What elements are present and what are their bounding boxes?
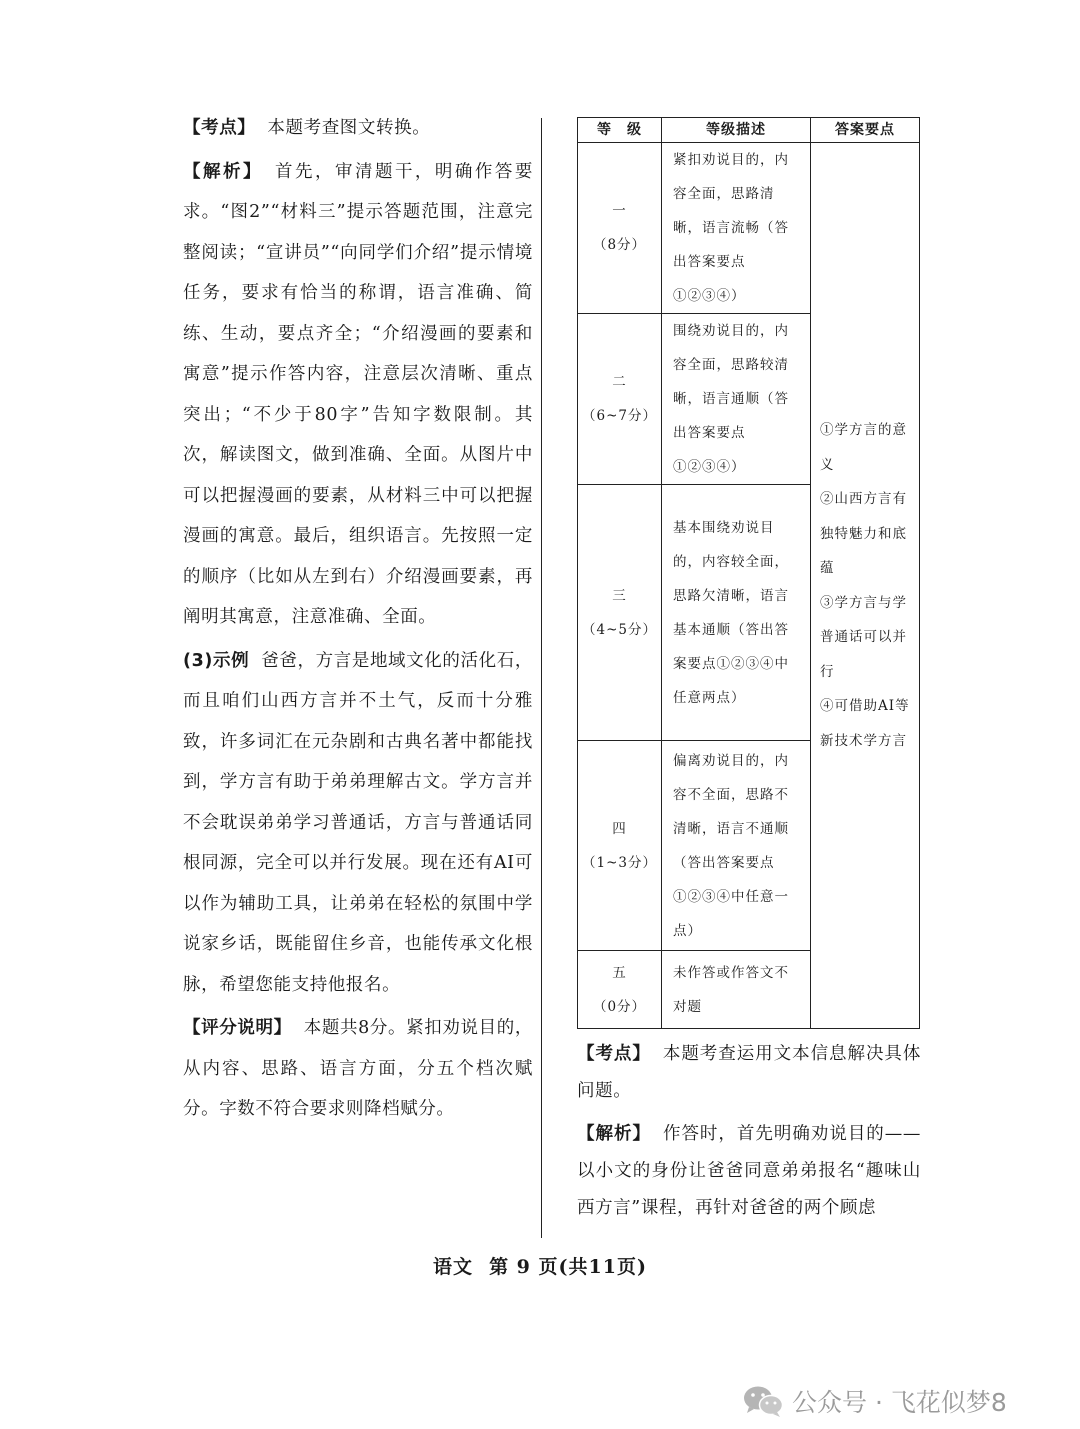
example-paragraph [183, 641, 533, 1006]
level-cell [578, 741, 662, 951]
left-column [183, 108, 533, 1133]
analysis-paragraph [183, 152, 533, 638]
header-description: 等级描述 [662, 118, 811, 143]
answer-points-cell [811, 143, 920, 1029]
exam-point-paragraph [183, 108, 533, 149]
level-cell [578, 485, 662, 741]
level-cell [578, 314, 662, 485]
answer-point: ①学方言的意义 [820, 422, 907, 473]
level-description: 偏离劝说目的，内容不全面，思路不清晰，语言不通顺（答出答案要点①②③④中任意一点） [662, 741, 811, 951]
grading-table [577, 117, 920, 1029]
answer-point: ④可借助AI等新技术学方言 [820, 698, 910, 749]
level-score: （6~7分） [582, 408, 657, 424]
answer-point: ③学方言与学普通话可以并行 [820, 594, 907, 680]
analysis-text: 作答时，首先明确劝说目的——以小文的身份让爸爸同意弟弟报名“趣味山西方言”课程，再针对爸爸的两个顾虑 [577, 1124, 921, 1218]
wechat-icon [742, 1384, 784, 1418]
scoring-paragraph [183, 1008, 533, 1130]
level-name: 五 [612, 964, 627, 981]
table-row [578, 143, 920, 314]
level-description: 围绕劝说目的，内容全面，思路较清晰，语言通顺（答出答案要点①②③④） [662, 314, 811, 485]
level-name: 一 [612, 203, 627, 219]
scoring-text: 本题共8分。紧扣劝说目的，从内容、思路、语言方面，分五个档次赋分。字数不符合要求则降档赋分。 [183, 1018, 534, 1119]
level-description: 基本围绕劝说目的，内容较全面，思路欠清晰，语言基本通顺（答出答案要点①②③④中任意两点） [662, 485, 811, 741]
level-score: （1~3分） [582, 854, 657, 871]
scoring-tag: 【评分说明】 [183, 1018, 292, 1038]
exam-point-tag: 【考点】 [577, 1044, 651, 1064]
analysis-tag: 【解析】 [183, 161, 263, 182]
level-score: （8分） [592, 237, 647, 253]
table-header-row [578, 118, 920, 143]
level-score: （4~5分） [582, 621, 657, 638]
level-name: 三 [612, 587, 627, 604]
analysis-text: 首先，审清题干，明确作答要求。“图2”“材料三”提示答题范围，注意完整阅读；“宣讲员”“向同学们介绍”提示情境任务，要求有恰当的称谓，语言准确、简练、生动，要点齐全；“介绍漫画的要素和寓意”提示作答内容，注意层次清晰、重点突出；“不少于80字”告知字数限制。其次，解读图文，做到准确、全面。从图片中可以把握漫画的要素，从材料三中可以把握漫画的寓意。最后，组织语言。先按照一定的顺序（比如从左到右）介绍漫画要素，再阐明其寓意，注意准确、全面。 [183, 161, 533, 627]
exam-point-tag: 【考点】 [183, 118, 256, 138]
level-description: 紧扣劝说目的，内容全面，思路清晰，语言流畅（答出答案要点①②③④） [662, 143, 811, 314]
header-answer-points: 答案要点 [811, 118, 920, 143]
exam-point-text: 本题考查运用文本信息解决具体问题。 [577, 1044, 921, 1101]
analysis-tag: 【解析】 [577, 1124, 651, 1144]
exam-point-text: 本题考查图文转换。 [267, 118, 431, 138]
column-divider [541, 118, 542, 1238]
level-name: 四 [612, 820, 627, 837]
page-footer [0, 1252, 1080, 1279]
footer-subject: 语文 [433, 1256, 474, 1278]
header-level: 等 级 [578, 118, 662, 143]
level-cell [578, 951, 662, 1029]
exam-point-paragraph-right [577, 1036, 921, 1110]
analysis-paragraph-right [577, 1116, 921, 1227]
level-score: （0分） [592, 998, 647, 1015]
watermark-text: 公众号 · 飞花似梦8 [792, 1388, 1007, 1417]
example-text: 爸爸，方言是地域文化的活化石，而且咱们山西方言并不土气，反而十分雅致，许多词汇在元杂剧和古典名著中都能找到，学方言有助于弟弟理解古文。学方言并不会耽误弟弟学习普通话，方言与普通话同根同源，完全可以并行发展。现在还有AI可以作为辅助工具，让弟弟在轻松的氛围中学说家乡话，既能留住乡音，也能传承文化根脉，希望您能支持他报名。 [183, 650, 533, 995]
level-description: 未作答或作答文不对题 [662, 951, 811, 1029]
level-name: 二 [612, 374, 627, 390]
right-column-text [577, 1036, 921, 1233]
example-tag: (3)示例 [183, 650, 250, 671]
level-cell [578, 143, 662, 314]
watermark [742, 1380, 1007, 1422]
footer-page-number: 第 9 页(共11页) [489, 1256, 647, 1278]
answer-point: ②山西方言有独特魅力和底蕴 [820, 491, 907, 576]
